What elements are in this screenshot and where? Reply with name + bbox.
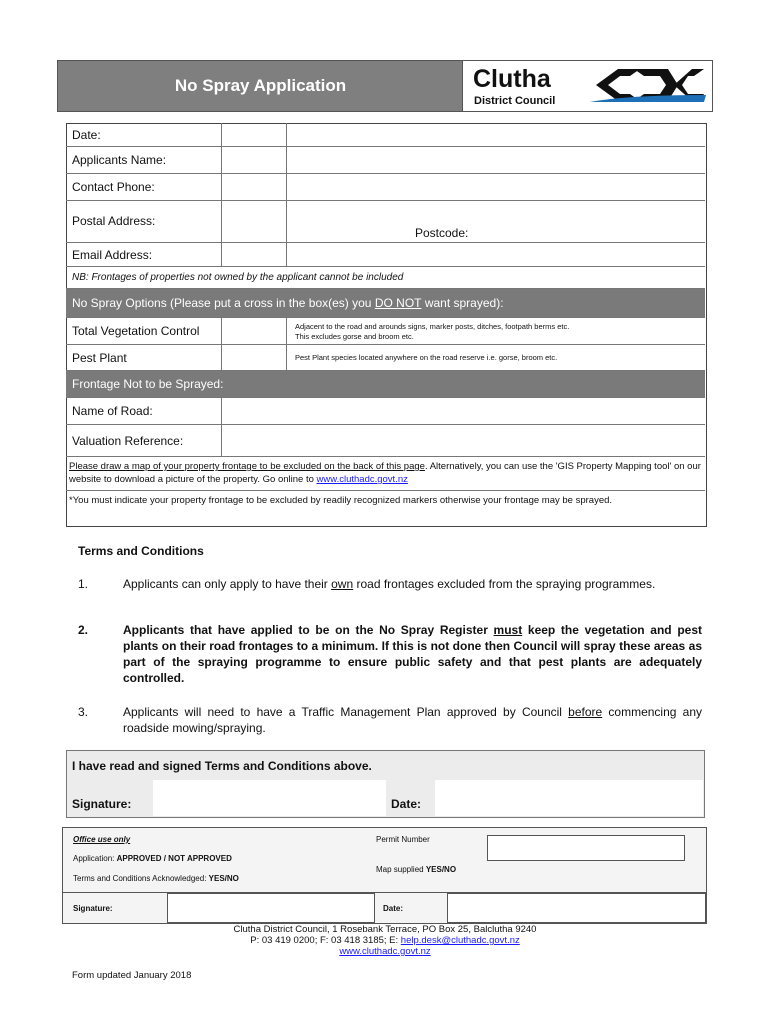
map-note-row [66,457,705,491]
date-label: Date: [66,123,222,146]
application-status [73,854,232,863]
option-row [66,345,705,371]
postcode-label: Postcode: [415,226,469,240]
phone-row [66,174,705,201]
terms-acknowledged [73,874,239,883]
page-title [57,60,464,112]
term-text-part: commencing any roadside mowing/spraying. [123,705,702,735]
phone-input-b[interactable] [287,174,705,200]
map-note-underlined: Please draw a map of your property frontage to be excluded on the back of this page [69,461,425,472]
option-row [66,318,705,345]
footer-address: Clutha District Council, 1 Rosebank Terrace, PO Box 25, Balclutha 9240 [233,924,537,935]
term-item [78,622,702,686]
term-emphasis: must [493,623,523,637]
road-row [66,398,705,425]
term-number: 3. [78,705,89,719]
office-signature-label: Signature: [73,904,113,913]
application-status-value: APPROVED / NOT APPROVED [116,854,232,863]
nb-row [66,267,705,289]
footer-contact [0,935,770,946]
map-supplied [376,865,456,874]
term-text-part: Applicants that have applied to be on the No Spray Register [123,623,494,637]
permit-number-label: Permit Number [376,835,430,844]
options-heading-row [66,289,705,318]
term-text [123,704,702,736]
term-text-part: road frontages excluded from the spraying programmes. [353,577,656,591]
map-note [66,457,705,490]
footer [0,924,770,957]
council-subtitle: District Council [474,95,556,107]
markers-note-row [66,491,705,525]
signature-input[interactable] [153,780,386,816]
website-link[interactable]: www.cluthadc.govt.nz [316,474,408,485]
date-row [66,123,705,147]
frontage-heading: Frontage Not to be Sprayed: [72,377,224,391]
email-input-a[interactable] [222,243,287,266]
office-heading: Office use only [73,835,131,844]
postal-label: Postal Address: [66,201,222,242]
options-heading-text: No Spray Options (Please put a cross in the box(es) you [72,296,375,310]
office-use-section [62,827,707,924]
postal-row [66,201,705,243]
markers-note: *You must indicate your property frontage to be excluded by readily recognized markers otherwise your frontage may be sprayed. [69,495,613,506]
term-number: 1. [78,577,89,591]
map-supplied-value: YES/NO [425,865,457,874]
map-note-text: . Alternatively, you can use the 'GIS Property Mapping tool' on our website to download a picture of the property. Go online to [69,461,701,485]
term-item [78,704,702,736]
terms-acknowledged-label: Terms and Conditions Acknowledged: [73,874,209,883]
form-updated-note: Form updated January 2018 [72,970,192,981]
term-text-part: Applicants can only apply to have their [123,577,332,591]
applicant-name-input-b[interactable] [287,147,705,173]
terms-acknowledged-value: YES/NO [208,874,239,883]
option-checkbox-pest-plant[interactable] [222,345,287,370]
term-emphasis: own [331,577,354,591]
valuation-input[interactable] [222,425,705,456]
signature-section [66,750,705,818]
date-input[interactable] [222,123,287,146]
map-supplied-label: Map supplied [376,865,426,874]
signature-label: Signature: [72,797,132,811]
term-text-part: keep the vegetation and pest plants on their road frontages to a minimum. If this is not done then Council will spray these areas as part of the spraying programme to ensure public safety and that pest plants are adequately controlled. [123,623,702,685]
options-heading-end: want sprayed): [421,296,504,310]
council-logo [462,60,713,112]
permit-number-input[interactable] [487,835,685,861]
option-label: Total Vegetation Control [66,318,222,344]
phone-input-a[interactable] [222,174,287,200]
postal-input-a[interactable] [222,201,287,242]
option-label: Pest Plant [66,345,222,370]
road-label: Name of Road: [66,398,222,424]
footer-website-link[interactable]: www.cluthadc.govt.nz [339,946,431,957]
term-text-part: Applicants will need to have a Traffic Management Plan approved by Council [123,705,569,719]
signature-date-label: Date: [391,797,422,811]
valuation-label: Valuation Reference: [66,425,222,456]
applicant-row [66,147,705,174]
application-status-label: Application: [73,854,117,863]
frontage-heading-row [66,371,705,398]
title-text: No Spray Application [174,76,347,95]
road-input[interactable] [222,398,705,424]
option-description-line: Adjacent to the road and arounds signs, marker posts, ditches, footpath berms etc. [295,322,570,331]
options-heading-emphasis: DO NOT [374,296,422,310]
footer-email-link[interactable]: help.desk@cluthadc.govt.nz [400,935,520,946]
postal-input-b[interactable] [287,201,705,242]
phone-label: Contact Phone: [66,174,222,200]
option-description-line: This excludes gorse and broom etc. [295,332,414,341]
email-input-b[interactable] [287,243,705,266]
footer-contact-text: P: 03 419 0200; F: 03 418 3185; E: [250,935,401,946]
term-number: 2. [78,623,89,637]
signature-heading: I have read and signed Terms and Conditions above. [72,759,372,773]
term-text [123,622,702,686]
council-name: Clutha [473,65,551,93]
term-item [78,576,702,592]
date-extra-input[interactable] [287,123,705,146]
office-signature-input[interactable] [167,893,375,923]
terms-title: Terms and Conditions [78,544,204,558]
valuation-row [66,425,705,457]
office-date-input[interactable] [447,893,706,923]
cdc-logo-icon [588,65,706,105]
signature-date-input[interactable] [435,780,703,816]
email-label: Email Address: [66,243,222,266]
option-checkbox-total-vegetation[interactable] [222,318,287,344]
option-description [287,318,705,344]
nb-note: NB: Frontages of properties not owned by the applicant cannot be included [72,272,404,283]
applicant-name-label: Applicants Name: [66,147,222,173]
email-row [66,243,705,267]
options-heading [72,289,705,317]
term-text [123,576,702,592]
office-date-label: Date: [383,904,404,913]
term-emphasis: before [568,705,603,719]
applicant-name-input-a[interactable] [222,147,287,173]
option-description: Pest Plant species located anywhere on the road reserve i.e. gorse, broom etc. [295,353,558,362]
